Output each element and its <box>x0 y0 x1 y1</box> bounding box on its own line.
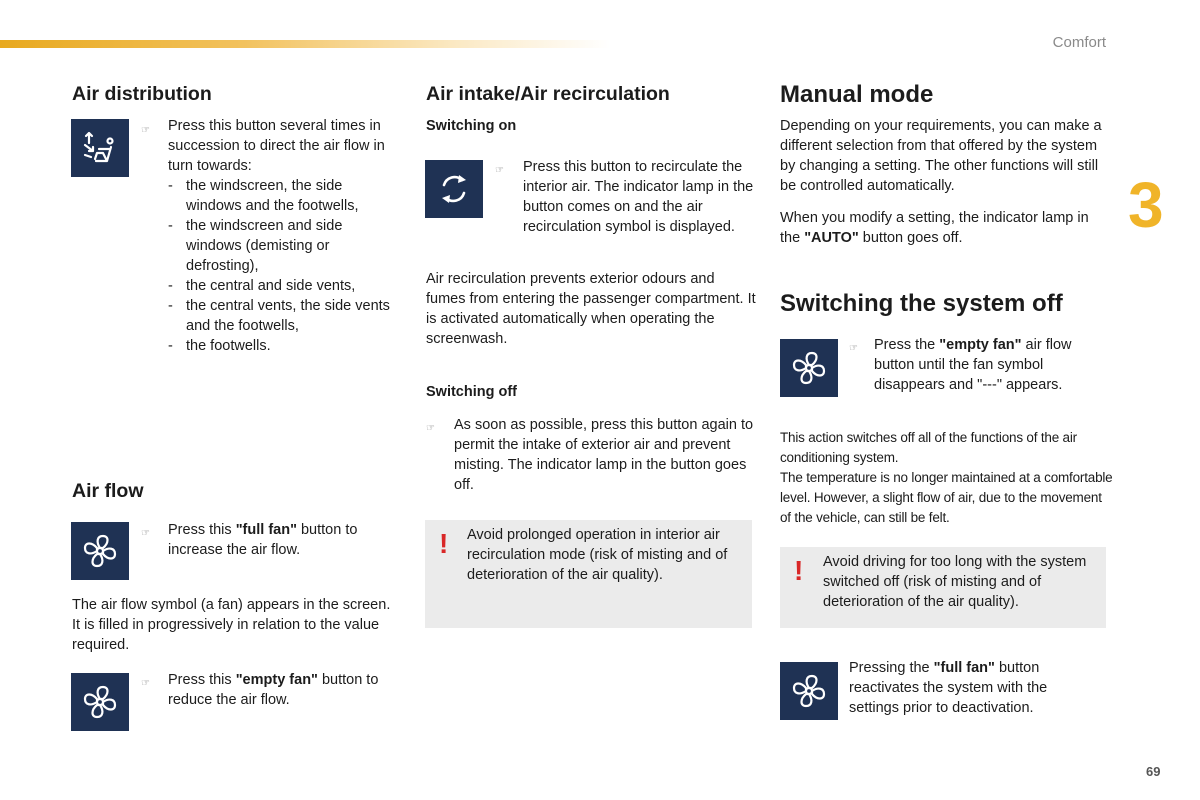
full-fan-button-icon <box>71 522 129 580</box>
chapter-number: 3 <box>1128 169 1164 241</box>
switching-off-text: As soon as possible, press this button again to permit the intake of exterior air and prevent misting. The indicator lamp in the button goes off. <box>454 417 754 493</box>
air-distribution-button-icon <box>71 119 129 177</box>
list-item: - the central and side vents, <box>168 278 356 294</box>
fan-icon <box>79 530 121 572</box>
fan-icon <box>79 681 121 723</box>
list-item: - the central vents, the side vents and the footwells, <box>168 298 390 334</box>
exclamation-icon: ! <box>794 555 804 586</box>
increase-air-flow-text: Press this "full fan" button to increase the air flow. <box>168 522 358 558</box>
empty-fan-button-icon <box>71 673 129 731</box>
reduce-air-flow-text: Press this "empty fan" button to reduce the air flow. <box>168 672 379 708</box>
switch-off-notes: This action switches off all of the functions of the air conditioning system. The temperature is no longer maintained at a comfortable level. However, a slight flow of air, due to the movement of the vehicle, can still be felt. <box>780 430 1113 525</box>
header-accent-bar <box>0 40 610 48</box>
list-item: - the footwells. <box>168 338 271 354</box>
air-intake-title: Air intake/Air recirculation <box>426 83 670 105</box>
section-title: Comfort <box>1052 34 1106 51</box>
switch-off-press-text: Press the "empty fan" air flow button until the fan symbol disappears and "---" appears. <box>874 337 1072 393</box>
recirculation-description: Air recirculation prevents exterior odours and fumes from entering the passenger compartment. It is activated automatically when operating the screenwash. <box>426 271 756 347</box>
pointing-hand-icon: ☞ <box>141 125 150 136</box>
pointing-hand-icon: ☞ <box>426 423 435 434</box>
air-distribution-text <box>168 116 400 356</box>
switch-off-warning-text: Avoid driving for too long with the system switched off (risk of misting and of deterioration of the air quality). <box>823 554 1087 610</box>
air-flow-description: The air flow symbol (a fan) appears in the screen. It is filled in progressively in relation to the value required. <box>72 597 391 653</box>
pointing-hand-icon: ☞ <box>141 528 150 539</box>
fan-icon <box>788 670 830 712</box>
full-fan-button-icon <box>780 662 838 720</box>
switching-off-title: Switching the system off <box>780 290 1063 317</box>
air-distribution-title: Air distribution <box>72 83 212 105</box>
pointing-hand-icon: ☞ <box>495 165 504 176</box>
manual-mode-title: Manual mode <box>780 81 934 108</box>
recirculation-warning-text: Avoid prolonged operation in interior air recirculation mode (risk of misting and of deterioration of the air quality). <box>467 527 728 583</box>
empty-fan-button-icon <box>780 339 838 397</box>
switch-off-warning-box <box>780 547 1106 628</box>
reactivate-text: Pressing the "full fan" button reactivates the system with the settings prior to deactivation. <box>849 660 1048 716</box>
list-item: - the windscreen and side windows (demisting or defrosting), <box>168 218 343 274</box>
pointing-hand-icon: ☞ <box>849 343 858 354</box>
exclamation-icon: ! <box>439 528 449 559</box>
recirculation-icon <box>433 168 475 210</box>
switching-on-heading: Switching on <box>426 118 517 134</box>
air-distribution-intro: Press this button several times in succession to direct the air flow in turn towards: <box>168 118 385 174</box>
fan-icon <box>788 347 830 389</box>
list-item: - the windscreen, the side windows and the footwells, <box>168 178 359 214</box>
switching-off-heading: Switching off <box>426 384 518 400</box>
seat-airflow-icon <box>79 127 121 169</box>
recirculation-button-icon <box>425 160 483 218</box>
pointing-hand-icon: ☞ <box>141 678 150 689</box>
page-number: 69 <box>1146 764 1161 779</box>
switching-on-text: Press this button to recirculate the interior air. The indicator lamp in the button comes on and the air recirculation symbol is displayed. <box>523 159 754 235</box>
manual-mode-text: Depending on your requirements, you can make a different selection from that offered by the system by changing a setting. The other functions will still be controlled automatically. When you modify a setting, the indicator lamp in the "AUTO" button goes off. <box>780 118 1102 246</box>
air-flow-title: Air flow <box>72 480 144 502</box>
recirculation-warning-box <box>425 520 752 628</box>
